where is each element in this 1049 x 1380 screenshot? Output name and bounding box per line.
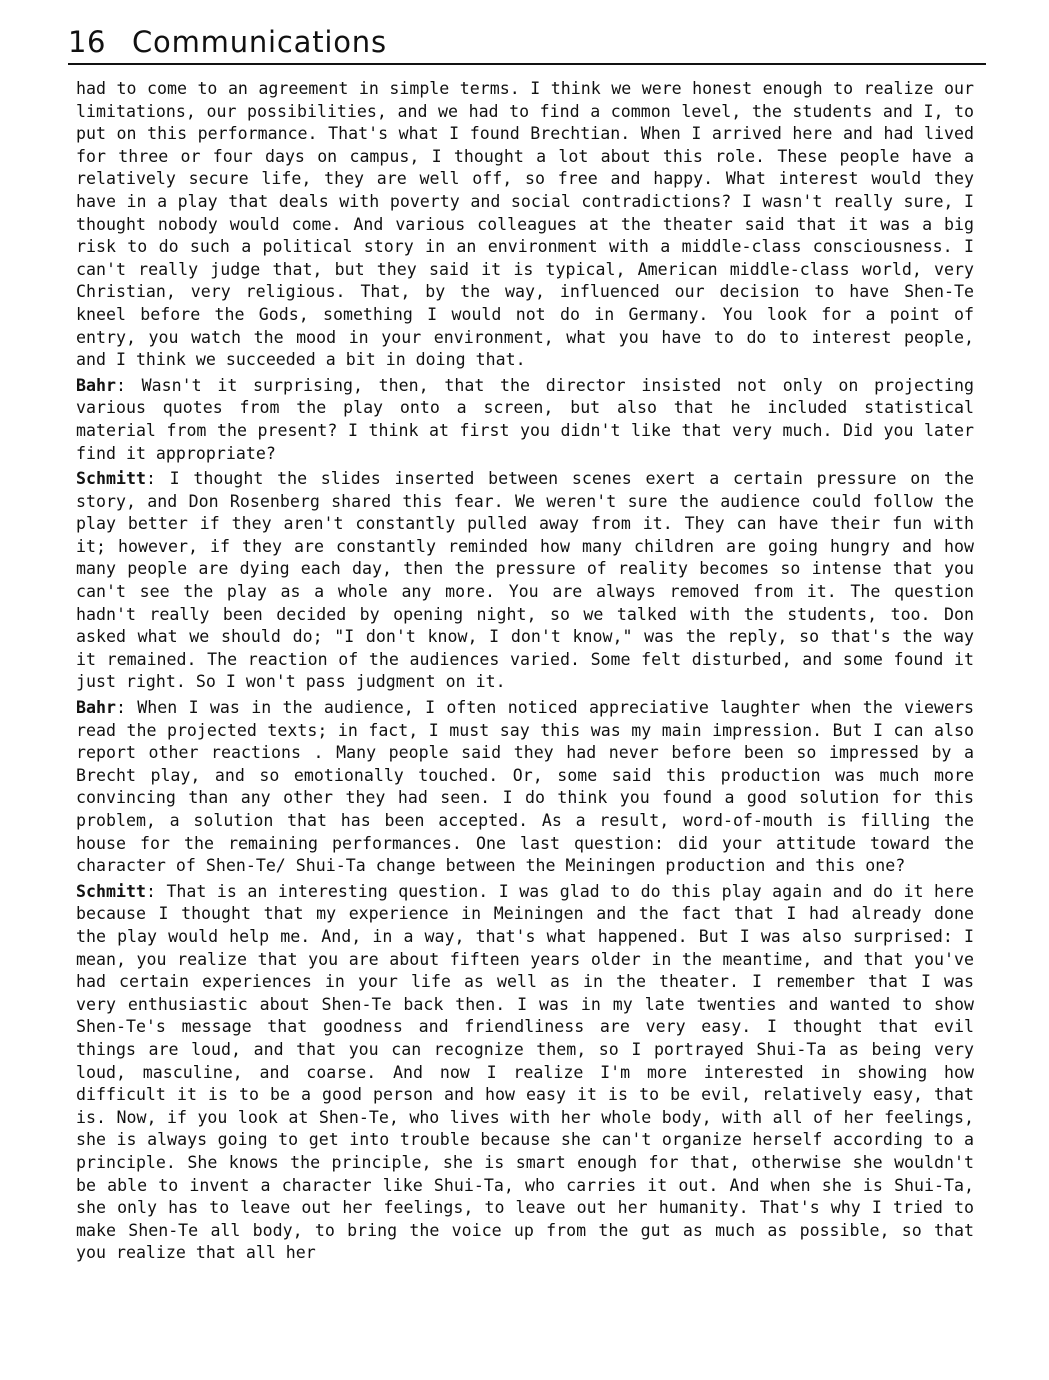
paragraph-text: : That is an interesting question. I was glad to do this play again and do it here because I thought that my experience in Meiningen and the fact that I had already done the play would help me. And, in a way, that's what happened. But I was also surprised: I mean, you realize that you are about fifteen years older in the meantime, and that you've had certain experiences in your life as well as in the theater. I remember that I was very enthusiastic about Shen-Te back then. I was in my late twenties and wanted to show Shen-Te's message that goodness and friendliness are very easy. I thought that evil things are loud, and that you can recognize them, so I portrayed Shui-Ta as being very loud, masculine, and coarse. And now I realize I'm more interested in showing how difficult it is to be a good person and how easy it is to be evil, relatively easy, that is. Now, if you look at Shen-Te, who lives with her whole body, with all of her feelings, she is always going to get into trouble because she can't organize herself according to a principle. She knows the principle, she is smart enough for that, otherwise she wouldn't be able to invent a character like Shui-Ta, who carries it out. And when she is Shui-Ta, she only has to leave out her feelings, to leave out her humanity. That's why I tried to make Shen-Te all body, to bring the voice up from the gut as much as possible, so that you realize that all her xyxy=(76,881,974,1263)
paragraph-text: had to come to an agreement in simple terms. I think we were honest enough to realize our limitations, our possibilities, and we had to find a common level, the students and I, to put on this performance. That's what I found Brechtian. When I arrived here and had lived for three or four days on campus, I thought a lot about this role. These people have a relatively secure life, they are well off, so free and happy. What interest would they have in a play that deals with poverty and social contradictions? I wasn't really sure, I thought nobody would come. And various colleagues at the theater said that it was a big risk to do such a political story in an environment with a middle-class consciousness. I can't really judge that, but they said it is typical, American middle-class world, very Christian, very religious. That, by the way, influenced our decision to have Shen-Te kneel before the Gods, something I would not do in Germany. You look for a point of entry, you watch the mood in your environment, what you have to do to interest people, and I think we succeeded a bit in doing that. xyxy=(76,79,974,370)
paragraph xyxy=(76,468,974,694)
page-header xyxy=(68,22,986,62)
speaker-name: Schmitt xyxy=(76,469,146,489)
page-number: 16 xyxy=(68,25,106,59)
speaker-name: Bahr xyxy=(76,375,116,395)
paragraph xyxy=(76,881,974,1265)
paragraph xyxy=(76,697,974,878)
paragraph xyxy=(76,375,974,465)
header-rule xyxy=(68,63,986,65)
speaker-name: Bahr xyxy=(76,698,116,718)
paragraph xyxy=(76,78,974,372)
section-title: Communications xyxy=(132,25,387,59)
paragraph-text: : When I was in the audience, I often noticed appreciative laughter when the viewers read the projected texts; in fact, I must say this was my main impression. But I can also report other reactions . Many people said they had never before been so impressed by a Brecht play, and so emotionally touched. Or, some said this production was much more convincing than any other they had seen. I do think you found a good solution for this problem, a solution that has been accepted. As a result, word-of-mouth is filling the house for the remaining performances. One last question: did your attitude toward the character of Shen-Te/ Shui-Ta change between the Meiningen production and this one? xyxy=(76,698,974,876)
paragraph-text: : Wasn't it surprising, then, that the director insisted not only on projecting various quotes from the play onto a screen, but also that he included statistical material from the present? I think at first you didn't like that very much. Did you later find it appropriate? xyxy=(76,375,974,463)
paragraph-text: : I thought the slides inserted between scenes exert a certain pressure on the story, and Don Rosenberg shared this fear. We weren't sure the audience could follow the play better if they aren't constantly pulled away from it. They can have their fun with it; however, if they are constantly reminded how many children are going hungry and how many people are dying each day, then the pressure of reality becomes so intense that you can't see the play as a whole any more. You are always removed from it. The question hadn't really been decided by opening night, so we talked with the students, too. Don asked what we should do; "I don't know, I don't know," was the reply, so that's the way it remained. The reaction of the audiences varied. Some felt disturbed, and some found it just right. So I won't pass judgment on it. xyxy=(76,469,974,692)
body-text xyxy=(76,78,974,1265)
speaker-name: Schmitt xyxy=(76,881,146,901)
